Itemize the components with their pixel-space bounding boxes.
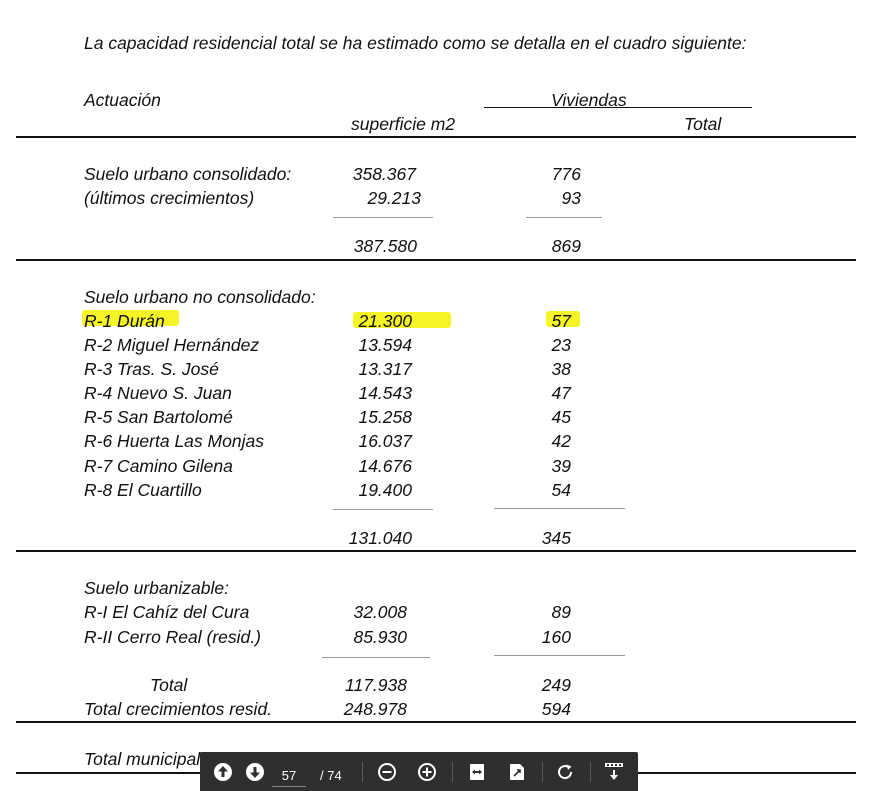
row-label: R-7 Camino Gilena bbox=[84, 456, 233, 476]
row-viviendas: 93 bbox=[561, 188, 581, 208]
total-superficie: 117.938 bbox=[345, 675, 407, 695]
total-viviendas: 249 bbox=[541, 675, 571, 695]
row-superficie: 32.008 bbox=[353, 602, 407, 622]
row-superficie: 21.300 bbox=[358, 311, 412, 331]
row-label: R-6 Huerta Las Monjas bbox=[84, 431, 264, 451]
intro-text: La capacidad residencial total se ha estimado como se detalla en el cuadro siguiente: bbox=[84, 33, 747, 53]
subtotal-line bbox=[322, 657, 430, 658]
row-viviendas: 45 bbox=[551, 407, 571, 427]
row-label: R-I El Cahíz del Cura bbox=[84, 602, 250, 622]
row-label: R-2 Miguel Hernández bbox=[84, 335, 260, 355]
total-crecimientos-label: Total crecimientos resid. bbox=[84, 699, 273, 719]
arrow-down-icon[interactable] bbox=[244, 761, 266, 783]
header-rule bbox=[16, 136, 856, 138]
row-superficie: 14.676 bbox=[358, 456, 412, 476]
row-superficie: 19.400 bbox=[358, 480, 412, 500]
arrow-up-icon[interactable] bbox=[212, 761, 234, 783]
fit-width-icon[interactable] bbox=[466, 761, 488, 783]
row-viviendas: 89 bbox=[551, 602, 571, 622]
row-label: R-II Cerro Real (resid.) bbox=[84, 627, 261, 647]
row-viviendas: 57 bbox=[551, 311, 571, 331]
section-heading: Suelo urbano no consolidado: bbox=[84, 287, 316, 307]
total-label: Total bbox=[150, 675, 188, 695]
total-municipal-label: Total municipal bbox=[84, 749, 201, 769]
section-rule bbox=[16, 721, 856, 723]
subtotal-line bbox=[494, 508, 625, 509]
subtotal-viviendas: 869 bbox=[551, 236, 581, 256]
row-viviendas: 47 bbox=[551, 383, 571, 403]
viviendas-underline bbox=[484, 107, 752, 108]
subtotal-line bbox=[333, 217, 433, 218]
subtotal-line bbox=[526, 217, 602, 218]
zoom-in-icon[interactable] bbox=[416, 761, 438, 783]
total-crecimientos-superficie: 248.978 bbox=[343, 699, 407, 719]
row-superficie: 13.594 bbox=[358, 335, 412, 355]
rotate-icon[interactable] bbox=[554, 761, 576, 783]
toolbar-divider bbox=[452, 762, 453, 782]
row-label: (últimos crecimientos) bbox=[84, 188, 255, 208]
subtotal-viviendas: 345 bbox=[541, 528, 571, 548]
row-superficie: 15.258 bbox=[358, 407, 412, 427]
row-superficie: 358.367 bbox=[352, 164, 416, 184]
row-viviendas: 23 bbox=[551, 335, 571, 355]
subtotal-superficie: 131.040 bbox=[348, 528, 412, 548]
row-label: R-3 Tras. S. José bbox=[84, 359, 219, 379]
toolbar-divider bbox=[590, 762, 591, 782]
row-viviendas: 38 bbox=[551, 359, 571, 379]
row-viviendas: 54 bbox=[551, 480, 571, 500]
row-viviendas: 39 bbox=[551, 456, 571, 476]
zoom-out-icon[interactable] bbox=[376, 761, 398, 783]
row-viviendas: 42 bbox=[551, 431, 571, 451]
header-total: Total bbox=[684, 114, 722, 134]
download-icon[interactable] bbox=[603, 761, 625, 783]
pdf-toolbar bbox=[200, 752, 638, 791]
header-actuacion: Actuación bbox=[84, 90, 161, 110]
row-viviendas: 160 bbox=[541, 627, 571, 647]
row-label: R-4 Nuevo S. Juan bbox=[84, 383, 232, 403]
toolbar-divider bbox=[362, 762, 363, 782]
row-superficie: 13.317 bbox=[358, 359, 412, 379]
row-superficie: 16.037 bbox=[358, 431, 412, 451]
section-heading: Suelo urbanizable: bbox=[84, 578, 229, 598]
row-superficie: 14.543 bbox=[358, 383, 412, 403]
row-superficie: 29.213 bbox=[367, 188, 421, 208]
header-superficie: superficie m2 bbox=[351, 114, 456, 134]
toolbar-divider bbox=[542, 762, 543, 782]
section-rule bbox=[16, 259, 856, 261]
header-viviendas: Viviendas bbox=[551, 90, 627, 110]
row-superficie: 85.930 bbox=[353, 627, 407, 647]
page-total: / 74 bbox=[320, 768, 342, 783]
row-label: R-8 El Cuartillo bbox=[84, 480, 202, 500]
row-label: R-1 Durán bbox=[84, 311, 165, 331]
subtotal-superficie: 387.580 bbox=[353, 236, 417, 256]
subtotal-line bbox=[494, 655, 625, 656]
row-viviendas: 776 bbox=[551, 164, 581, 184]
page-number-input[interactable] bbox=[272, 764, 306, 787]
subtotal-line bbox=[333, 509, 433, 510]
total-crecimientos-viviendas: 594 bbox=[541, 699, 571, 719]
fit-page-icon[interactable] bbox=[506, 761, 528, 783]
section-rule bbox=[16, 550, 856, 552]
row-label: Suelo urbano consolidado: bbox=[84, 164, 292, 184]
row-label: R-5 San Bartolomé bbox=[84, 407, 233, 427]
